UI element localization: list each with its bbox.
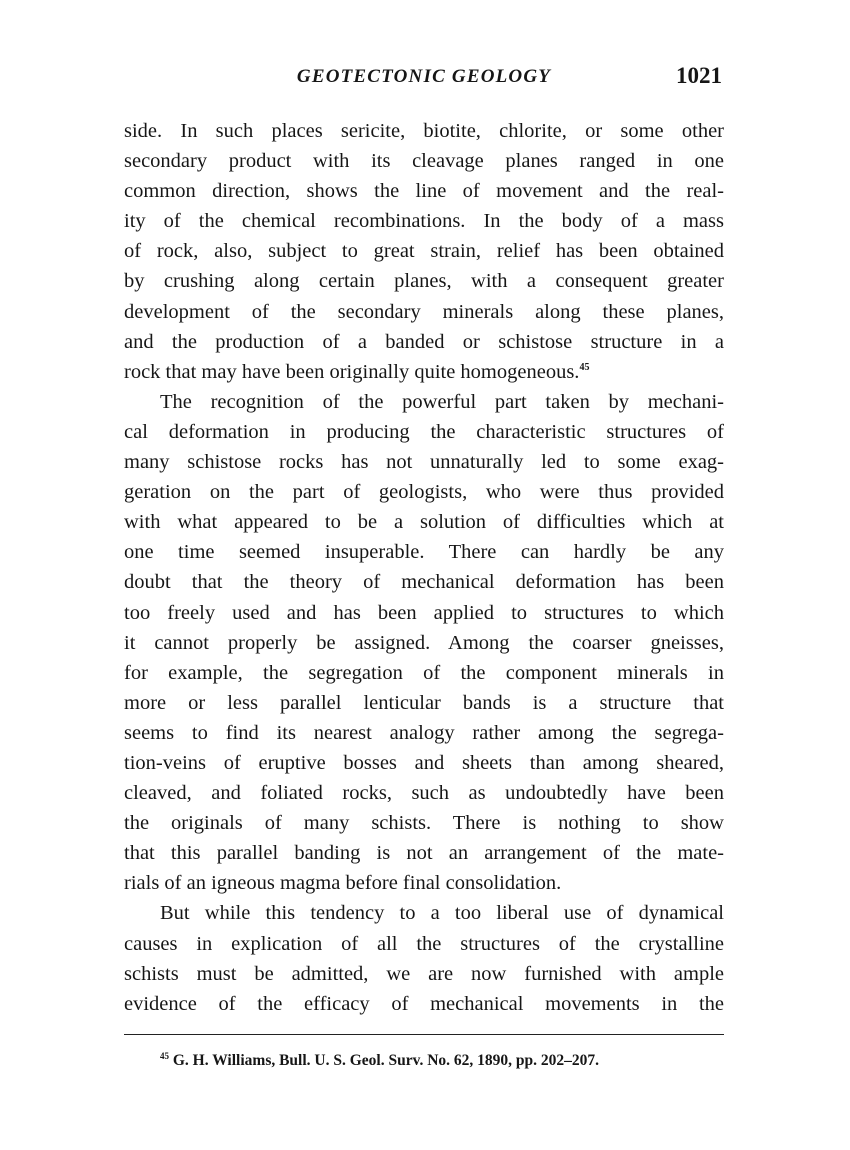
text-line: by crushing along certain planes, with a consequent greater (124, 270, 724, 293)
text-line: common direction, shows the line of movement and the real- (124, 180, 724, 203)
text-line: But while this tendency to a too liberal use of dynamical (160, 902, 724, 925)
text-line: evidence of the efficacy of mechanical movements in the (124, 992, 724, 1015)
text-line: doubt that the theory of mechanical deformation has been (124, 571, 724, 594)
text-line: side. In such places sericite, biotite, chlorite, or some other (124, 120, 724, 142)
text-line: tion-veins of eruptive bosses and sheets than among sheared, (124, 751, 724, 774)
text-line: one time seemed insuperable. There can hardly be any (124, 541, 724, 564)
paragraph-1 (124, 116, 724, 387)
text-line: more or less parallel lenticular bands is a structure that (124, 691, 724, 714)
text-line: The recognition of the powerful part taken by mechani- (160, 390, 724, 413)
footnote-divider (124, 1034, 724, 1035)
text-line: too freely used and has been applied to structures to which (124, 601, 724, 624)
text-line: that this parallel banding is not an arrangement of the mate- (124, 842, 724, 865)
text-line: many schistose rocks has not unnaturally led to some exag- (124, 451, 724, 474)
body-text (124, 116, 724, 1019)
text-line: causes in explication of all the structures of the crystalline (124, 932, 724, 955)
paragraph-2 (124, 387, 724, 899)
paragraph-3 (124, 898, 724, 1018)
text-line: cal deformation in producing the characteristic structures of (124, 420, 724, 443)
page-number: 1021 (676, 63, 722, 88)
footnote-number: 45 (160, 1051, 169, 1061)
text-line-content: rock that may have been originally quite homogeneous. (124, 360, 580, 383)
text-line: geration on the part of geologists, who were thus provided (124, 481, 724, 504)
text-line: cleaved, and foliated rocks, such as undoubtedly have been (124, 782, 724, 805)
text-line: of rock, also, subject to great strain, relief has been obtained (124, 240, 724, 263)
footnote-reference: 45 (579, 361, 590, 373)
text-line: it cannot properly be assigned. Among the coarser gneisses, (124, 631, 724, 654)
text-line: ity of the chemical recombinations. In the body of a mass (124, 210, 724, 233)
page-header (124, 63, 724, 100)
footnote-text: G. H. Williams, Bull. U. S. Geol. Surv. No. 62, 1890, pp. 202–207. (172, 1052, 600, 1069)
running-head: GEOTECTONIC GEOLOGY (296, 66, 552, 87)
text-line: secondary product with its cleavage planes ranged in one (124, 150, 724, 173)
text-line: seems to find its nearest analogy rather among the segrega- (124, 721, 724, 744)
footnote (160, 1052, 599, 1070)
text-line (124, 357, 724, 387)
text-line: with what appeared to be a solution of difficulties which at (124, 511, 724, 534)
text-line: development of the secondary minerals along these planes, (124, 300, 724, 323)
text-line: the originals of many schists. There is nothing to show (124, 812, 724, 835)
text-line: and the production of a banded or schistose structure in a (124, 330, 724, 353)
text-line: for example, the segregation of the component minerals in (124, 661, 724, 684)
text-line: rials of an igneous magma before final consolidation. (124, 872, 562, 895)
text-line: schists must be admitted, we are now furnished with ample (124, 962, 724, 985)
